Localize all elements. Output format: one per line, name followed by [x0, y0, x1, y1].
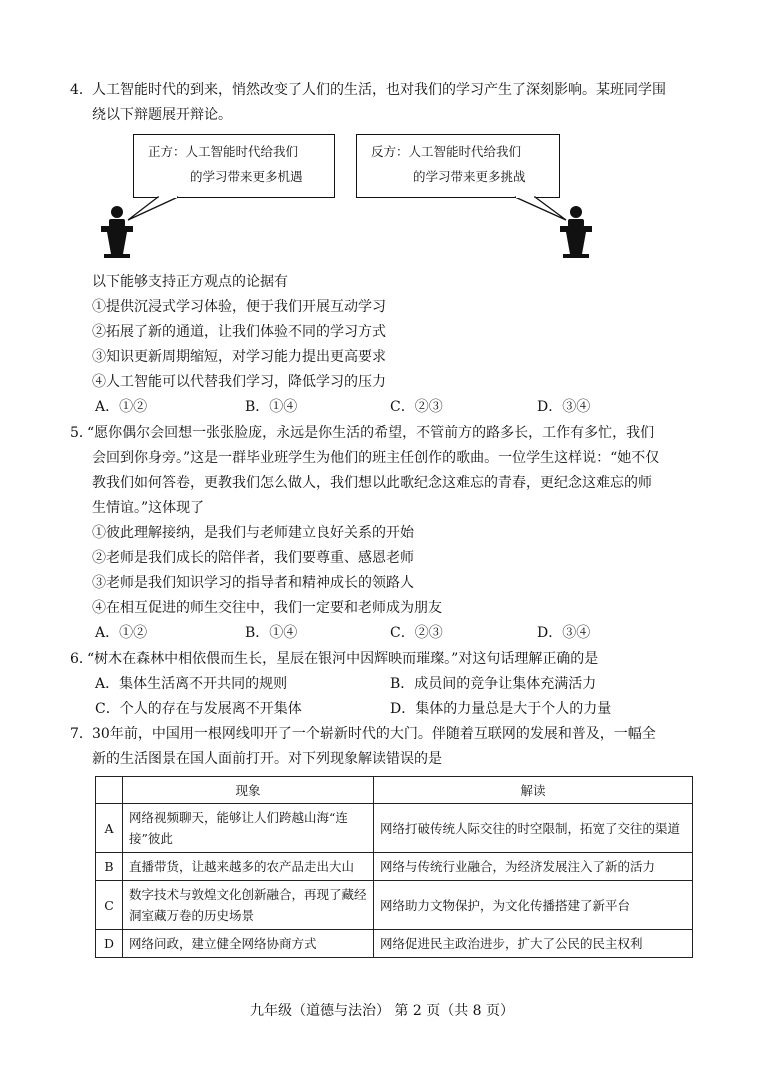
q5-stem-line2: 会回到你身旁。”这是一群毕业班学生为他们的班主任创作的歌曲。一位学生这样说：“她不仅	[92, 450, 660, 466]
q5-item: ④在相互促进的师生交往中，我们一定要和老师成为朋友	[92, 600, 442, 616]
q6-stem: “树木在森林中相依偎而生长，星辰在银河中因辉映而璀璨。”对这句话理解正确的是	[87, 651, 599, 667]
page-footer: 九年级（道德与法治） 第 2 页（共 8 页）	[249, 1003, 515, 1019]
con-line1: 反方：人工智能时代给我们	[371, 144, 522, 159]
q5-number: 5．	[70, 425, 93, 441]
q4-option-d[interactable]: D．③④	[537, 399, 591, 415]
debate-illustration	[0, 0, 764, 280]
q7-row-phenomenon: 数字技术与敦煌文化创新融合，再现了藏经洞室藏万卷的历史场景	[123, 881, 374, 930]
q4-option-a[interactable]: A．①②	[95, 399, 148, 415]
con-speaker-icon	[560, 206, 592, 258]
q7-row-phenomenon: 网络问政，建立健全网络协商方式	[123, 930, 374, 958]
q7-row-label: C	[96, 881, 123, 930]
q7-table	[95, 776, 693, 958]
q7-row-phenomenon: 直播带货，让越来越多的农产品走出大山	[123, 853, 374, 881]
q4-question: 以下能够支持正方观点的论据有	[92, 274, 288, 290]
q4-option-b[interactable]: B．①④	[245, 399, 298, 415]
q7-header-phenomenon: 现象	[123, 777, 374, 804]
q7-row-label: B	[96, 853, 123, 881]
q4-item: ①提供沉浸式学习体验，便于我们开展互动学习	[92, 299, 386, 315]
q4-option-c[interactable]: C．②③	[390, 399, 443, 415]
pro-speaker-icon	[101, 206, 133, 258]
table-row[interactable]	[96, 853, 693, 881]
q6-number: 6．	[70, 651, 93, 667]
q7-number: 7．	[70, 726, 93, 742]
q6-option-b[interactable]: B．成员间的竞争让集体充满活力	[390, 676, 597, 692]
pro-bubble-tail	[128, 197, 178, 220]
table-row[interactable]	[96, 930, 693, 958]
q4-item: ③知识更新周期缩短，对学习能力提出更高要求	[92, 349, 386, 365]
q5-option-a[interactable]: A．①②	[95, 625, 148, 641]
q7-row-label: D	[96, 930, 123, 958]
q4-item: ④人工智能可以代替我们学习，降低学习的压力	[92, 374, 386, 390]
q7-row-interpretation: 网络助力文物保护，为文化传播搭建了新平台	[374, 881, 693, 930]
q4-stem-line2: 绕以下辩题展开辩论。	[92, 107, 232, 123]
q5-stem-line1: “愿你偶尔会回想一张张脸庞，永远是你生活的希望，不管前方的路多长，工作有多忙，我们	[87, 425, 655, 441]
q5-item: ③老师是我们知识学习的指导者和精神成长的领路人	[92, 575, 414, 591]
q7-row-interpretation: 网络与传统行业融合，为经济发展注入了新的活力	[374, 853, 693, 881]
q5-stem-line3: 教我们如何答卷，更教我们怎么做人，我们想以此歌纪念这难忘的青春，更纪念这难忘的师	[92, 475, 652, 491]
q6-option-d[interactable]: D．集体的力量总是大于个人的力量	[390, 701, 612, 717]
q7-row-label: A	[96, 804, 123, 853]
q5-option-d[interactable]: D．③④	[537, 625, 591, 641]
q5-option-c[interactable]: C．②③	[390, 625, 443, 641]
q4-stem-line1: 人工智能时代的到来，悄然改变了人们的生活，也对我们的学习产生了深刻影响。某班同学围	[92, 82, 666, 98]
con-bubble-tail	[515, 197, 566, 220]
pro-line1: 正方：人工智能时代给我们	[148, 144, 299, 159]
q7-row-interpretation: 网络打破传统人际交往的时空限制，拓宽了交往的渠道	[374, 804, 693, 853]
q5-option-b[interactable]: B．①④	[245, 625, 298, 641]
table-row[interactable]	[96, 804, 693, 853]
q4-item: ②拓展了新的通道，让我们体验不同的学习方式	[92, 324, 386, 340]
con-line2: 的学习带来更多挑战	[413, 169, 526, 184]
q4-number: 4．	[70, 82, 93, 98]
q7-stem-line1: 30年前，中国用一根网线叩开了一个崭新时代的大门。伴随着互联网的发展和普及，一幅全	[92, 726, 656, 742]
table-row[interactable]	[96, 881, 693, 930]
q5-item: ②老师是我们成长的陪伴者，我们要尊重、感恩老师	[92, 550, 414, 566]
q7-table-header	[96, 777, 693, 804]
q7-header-interpretation: 解读	[374, 777, 693, 804]
q7-header-blank	[96, 777, 123, 804]
q7-row-phenomenon: 网络视频聊天，能够让人们跨越山海“连接”彼此	[123, 804, 374, 853]
pro-line2: 的学习带来更多机遇	[190, 169, 303, 184]
q5-stem-line4: 生情谊。”这体现了	[92, 500, 205, 516]
q5-item: ①彼此理解接纳，是我们与老师建立良好关系的开始	[92, 525, 414, 541]
q6-option-c[interactable]: C．个人的存在与发展离不开集体	[95, 701, 302, 717]
q6-option-a[interactable]: A．集体生活离不开共同的规则	[95, 676, 288, 692]
q7-row-interpretation: 网络促进民主政治进步，扩大了公民的民主权利	[374, 930, 693, 958]
q7-stem-line2: 新的生活图景在国人面前打开。对下列现象解读错误的是	[92, 751, 442, 767]
